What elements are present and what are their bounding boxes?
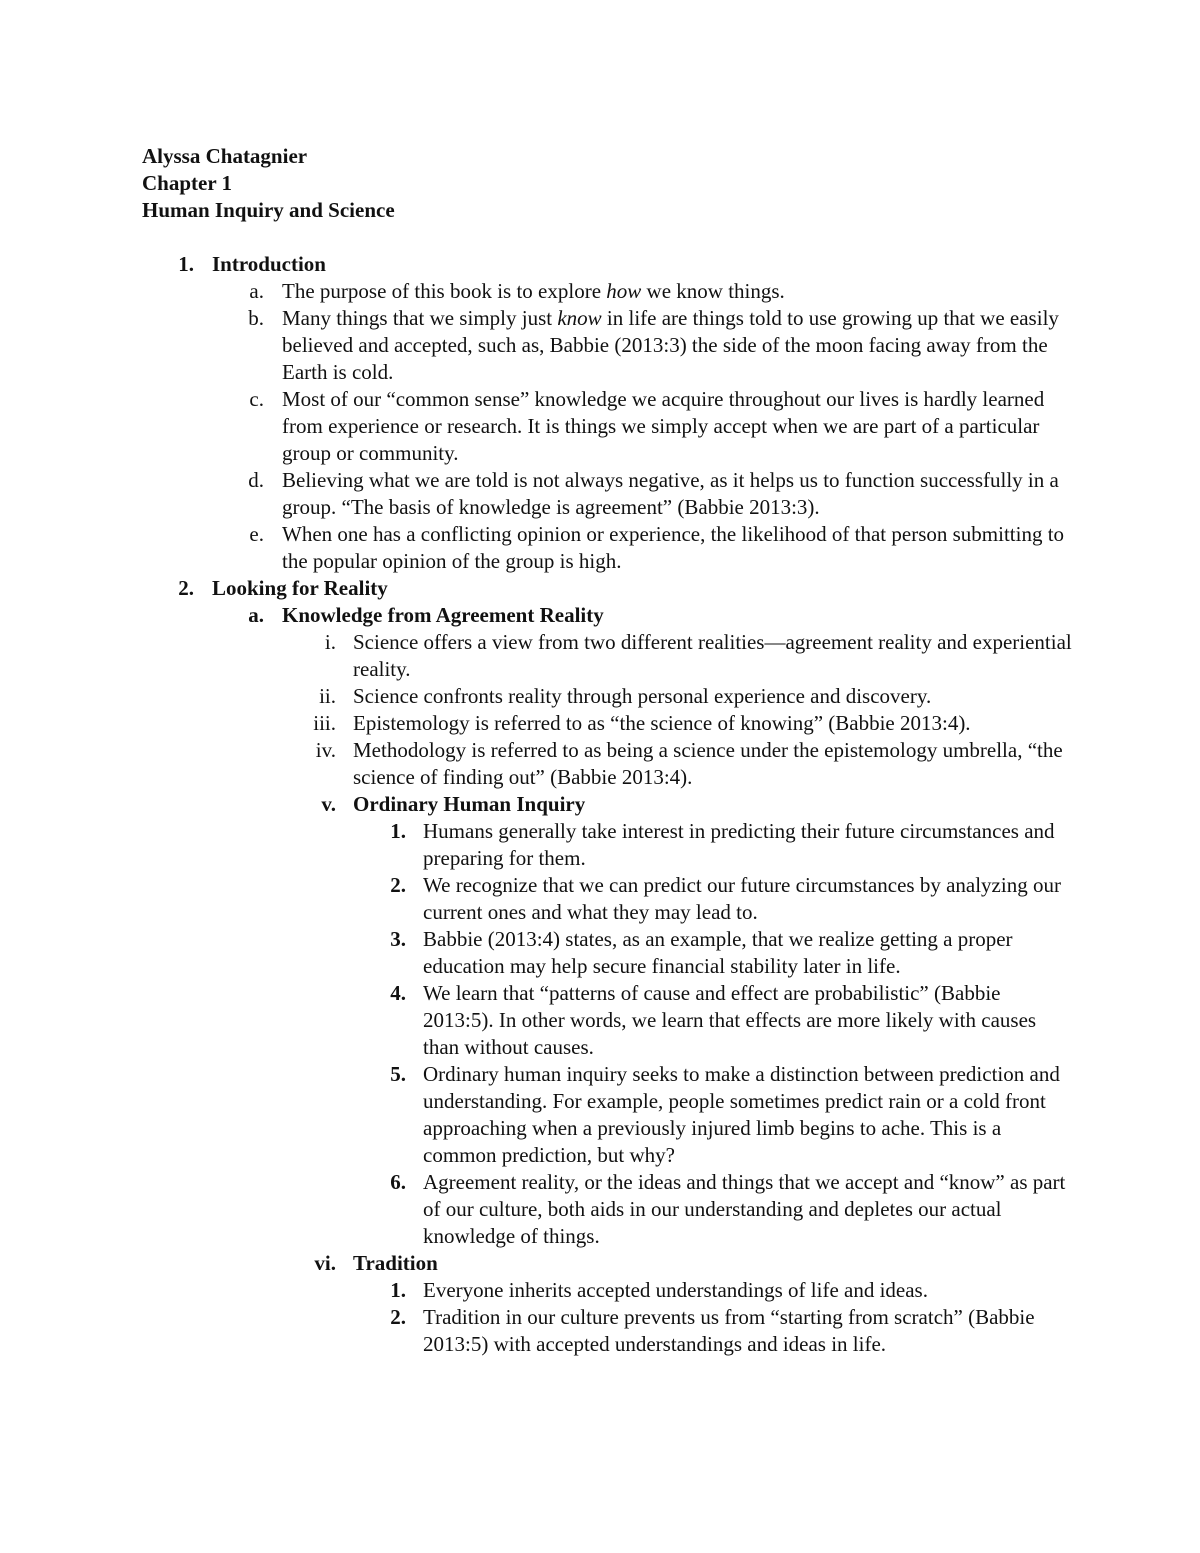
subsection-title: Knowledge from Agreement Reality xyxy=(282,603,604,627)
section-title: Introduction xyxy=(212,252,326,276)
list-item xyxy=(142,467,1072,521)
list-item xyxy=(142,683,1072,710)
item-text: Agreement reality, or the ideas and things that we accept and “know” as part of our culture, both aids in our understanding and depletes our actual knowledge of things. xyxy=(423,1170,1066,1248)
list-item xyxy=(142,1061,1072,1169)
item-text: We recognize that we can predict our future circumstances by analyzing our current ones and what they may lead to. xyxy=(423,873,1061,924)
list-item xyxy=(142,521,1072,575)
item-text: Methodology is referred to as being a science under the epistemology umbrella, “the science of finding out” (Babbie 2013:4). xyxy=(353,738,1063,789)
item-text: Epistemology is referred to as “the science of knowing” (Babbie 2013:4). xyxy=(353,711,971,735)
item-text: Babbie (2013:4) states, as an example, that we realize getting a proper education may help secure financial stability later in life. xyxy=(423,927,1013,978)
author-name: Alyssa Chatagnier xyxy=(142,144,308,168)
item-text: Most of our “common sense” knowledge we acquire throughout our lives is hardly learned from experience or research. It is things we simply accept when we are part of a particular group or community. xyxy=(282,387,1045,465)
item-text: Many things that we simply just know in life are things told to use growing up that we easily believed and accepted, such as, Babbie (2013:3) the side of the moon facing away from the Earth is cold. xyxy=(282,306,1059,384)
item-text: Believing what we are told is not always negative, as it helps us to function successfully in a group. “The basis of knowledge is agreement” (Babbie 2013:3). xyxy=(282,468,1059,519)
section-heading xyxy=(142,575,1072,602)
item-marker: i. xyxy=(324,630,336,654)
group-marker: v. xyxy=(321,792,336,816)
subsection-marker: a. xyxy=(248,603,264,627)
list-item xyxy=(142,386,1072,467)
list-item xyxy=(142,737,1072,791)
item-marker: 1. xyxy=(390,819,406,843)
item-marker: ii. xyxy=(319,684,336,708)
list-item xyxy=(142,710,1072,737)
item-marker: 5. xyxy=(390,1062,406,1086)
list-item xyxy=(142,1277,1072,1304)
list-item xyxy=(142,818,1072,872)
item-text: Science offers a view from two different realities—agreement reality and experiential reality. xyxy=(353,630,1072,681)
item-marker: 3. xyxy=(390,927,406,951)
chapter-label: Chapter 1 xyxy=(142,171,233,195)
item-marker: e. xyxy=(249,522,264,546)
list-item xyxy=(142,872,1072,926)
group-title: Ordinary Human Inquiry xyxy=(353,792,586,816)
chapter-title: Human Inquiry and Science xyxy=(142,198,395,222)
group-title: Tradition xyxy=(353,1251,438,1275)
item-marker: 4. xyxy=(390,981,406,1005)
item-marker: 2. xyxy=(390,1305,406,1329)
group-marker: vi. xyxy=(314,1251,336,1275)
item-marker: a. xyxy=(249,279,264,303)
item-text: When one has a conflicting opinion or experience, the likelihood of that person submitting to the popular opinion of the group is high. xyxy=(282,522,1065,573)
item-text: Humans generally take interest in predicting their future circumstances and preparing for them. xyxy=(423,819,1055,870)
item-marker: d. xyxy=(248,468,264,492)
list-item xyxy=(142,1169,1072,1250)
item-text: The purpose of this book is to explore how we know things. xyxy=(282,279,785,303)
item-marker: b. xyxy=(248,306,264,330)
list-item xyxy=(142,980,1072,1061)
item-marker: iii. xyxy=(313,711,336,735)
list-item xyxy=(142,305,1072,386)
group-heading xyxy=(142,1250,1072,1277)
item-marker: 6. xyxy=(390,1170,406,1194)
item-text: Science confronts reality through personal experience and discovery. xyxy=(353,684,932,708)
item-text: Ordinary human inquiry seeks to make a distinction between prediction and understanding. For example, people sometimes predict rain or a cold front approaching when a previously injured limb begins to ache. This is a common prediction, but why? xyxy=(423,1062,1060,1167)
section-number: 1. xyxy=(178,252,194,276)
section-number: 2. xyxy=(178,576,194,600)
item-marker: iv. xyxy=(315,738,336,762)
group-heading xyxy=(142,791,1072,818)
list-item xyxy=(142,629,1072,683)
item-marker: c. xyxy=(249,387,264,411)
list-item xyxy=(142,278,1072,305)
item-marker: 1. xyxy=(390,1278,406,1302)
document-body xyxy=(142,143,1072,1358)
item-text: Tradition in our culture prevents us from “starting from scratch” (Babbie 2013:5) with accepted understandings and ideas in life. xyxy=(423,1305,1035,1356)
subsection-heading xyxy=(142,602,1072,629)
emphasis: know xyxy=(557,306,602,330)
item-marker: 2. xyxy=(390,873,406,897)
blank-line xyxy=(142,224,1072,251)
item-text: Everyone inherits accepted understandings of life and ideas. xyxy=(423,1278,928,1302)
list-item xyxy=(142,1304,1072,1358)
emphasis: how xyxy=(606,279,642,303)
list-item xyxy=(142,926,1072,980)
section-title: Looking for Reality xyxy=(212,576,388,600)
section-heading xyxy=(142,251,1072,278)
item-text: We learn that “patterns of cause and effect are probabilistic” (Babbie 2013:5). In other words, we learn that effects are more likely with causes than without causes. xyxy=(423,981,1037,1059)
